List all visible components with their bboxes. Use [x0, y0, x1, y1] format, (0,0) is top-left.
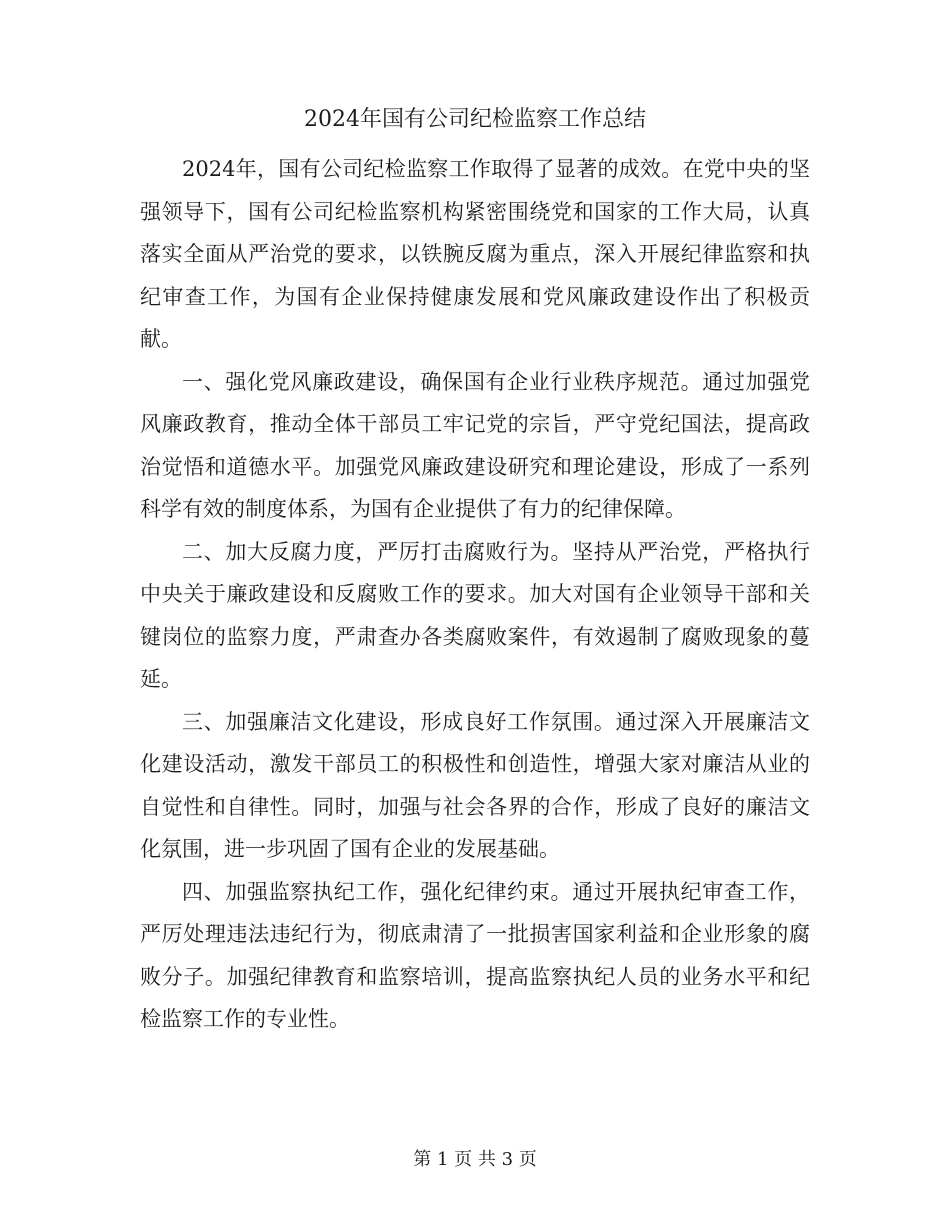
section-4-paragraph: 四、加强监察执纪工作，强化纪律约束。通过开展执纪审查工作，严厉处理违法违纪行为，彻底肃清了一批损害国家利益和企业形象的腐败分子。加强纪律教育和监察培训，提高监察执纪人员的业务水平和纪检监察工作的专业性。: [140, 879, 810, 1031]
document-body: [140, 148, 810, 1041]
section-1-paragraph: 一、强化党风廉政建设，确保国有企业行业秩序规范。通过加强党风廉政教育，推动全体干部员工牢记党的宗旨，严守党纪国法，提高政治觉悟和道德水平。加强党风廉政建设研究和理论建设，形成了一系列科学有效的制度体系，为国有企业提供了有力的纪律保障。: [140, 369, 810, 521]
page-number-footer: 第 1 页 共 3 页: [413, 1149, 537, 1170]
intro-paragraph: 2024年，国有公司纪检监察工作取得了显著的成效。在党中央的坚强领导下，国有公司纪检监察机构紧密围绕党和国家的工作大局，认真落实全面从严治党的要求，以铁腕反腐为重点，深入开展纪律监察和执纪审查工作，为国有企业保持健康发展和党风廉政建设作出了积极贡献。: [140, 157, 810, 351]
document-title: 2024年国有公司纪检监察工作总结: [304, 107, 646, 132]
section-3-paragraph: 三、加强廉洁文化建设，形成良好工作氛围。通过深入开展廉洁文化建设活动，激发干部员工的积极性和创造性，增强大家对廉洁从业的自觉性和自律性。同时，加强与社会各界的合作，形成了良好的廉洁文化氛围，进一步巩固了国有企业的发展基础。: [140, 709, 810, 861]
section-2-paragraph: 二、加大反腐力度，严厉打击腐败行为。坚持从严治党，严格执行中央关于廉政建设和反腐败工作的要求。加大对国有企业领导干部和关键岗位的监察力度，严肃查办各类腐败案件，有效遏制了腐败现象的蔓延。: [140, 539, 810, 691]
